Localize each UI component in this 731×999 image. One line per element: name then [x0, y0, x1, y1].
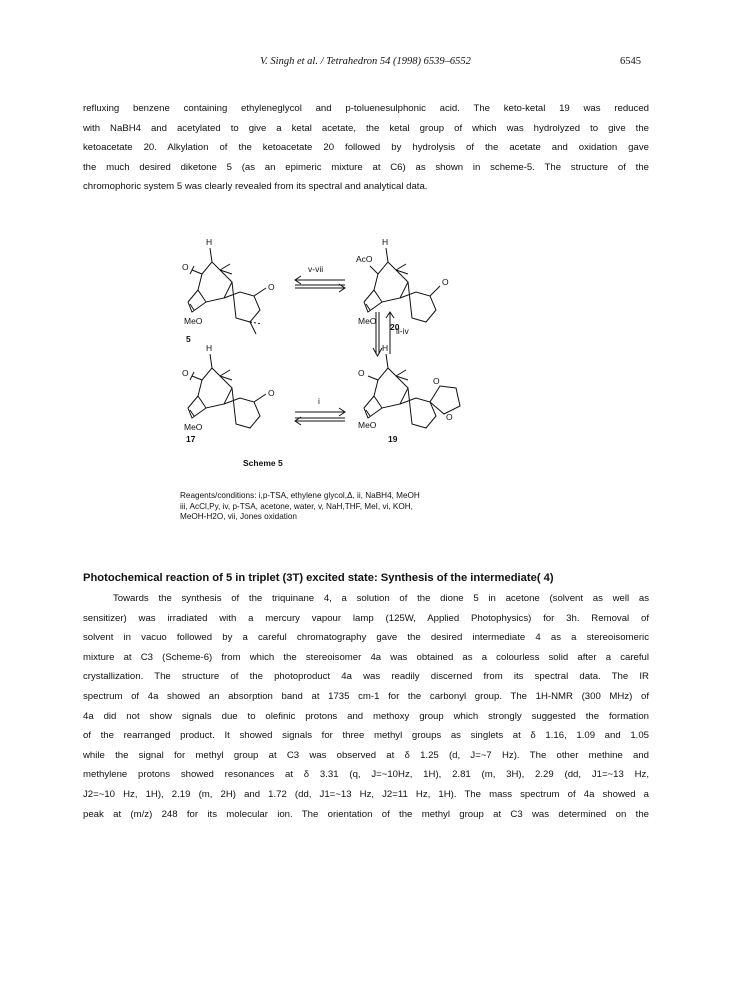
atom-label-o: O — [358, 368, 365, 378]
reagents-line: Reagents/conditions: i,p-TSA, ethylene glycol,Δ, ii, NaBH4, MeOH — [180, 491, 420, 500]
paragraph-1 — [83, 99, 649, 197]
atom-label-o: O — [442, 277, 449, 287]
compound-number: 19 — [388, 434, 398, 444]
arrow-label: ii-iv — [396, 326, 409, 336]
text-line: solvent in vacuo followed by a careful chromatography gave the desired intermediate 4 as a stereoisomeric — [83, 632, 649, 644]
section-heading: Photochemical reaction of 5 in triplet (3T) excited state: Synthesis of the intermediate( 4) — [83, 572, 554, 584]
text-line: crystallization. The structure of the photoproduct 4a was readily discerned from its spectral data. The IR — [83, 671, 649, 683]
atom-label-meo: MeO — [358, 316, 377, 326]
text-line: ketoacetate 20. Alkylation of the ketoacetate 20 followed by hydrolysis of the acetate and oxidation gave — [83, 142, 649, 154]
reagents-conditions — [180, 491, 540, 523]
atom-label-meo: MeO — [358, 420, 377, 430]
text-line: mixture at C3 (Scheme-6) from which the stereoisomer 4a was obtained as a colourless solid after a careful — [83, 651, 649, 663]
atom-label-h: H — [206, 237, 213, 247]
text-line: 4a did not show signals due to olefinic protons and methoxy group which strongly suggested the formation — [83, 710, 649, 722]
text-line: methylene protons showed resonances at δ 3.31 (q, J=~10Hz, 1H), 2.81 (m, 3H), 2.29 (dd, J1=~13 Hz, — [83, 769, 649, 781]
text-line: the much desired diketone 5 (as an epimeric mixture at C6) as shown in scheme-5. The structure of the — [83, 161, 649, 173]
structure-19 — [358, 343, 460, 444]
text-line: chromophoric system 5 was clearly revealed from its spectral and analytical data. — [83, 181, 428, 193]
paragraph-2 — [83, 589, 649, 824]
structure-17 — [182, 343, 275, 444]
text-line: J2=~10 Hz, 1H), 2.19 (m, 2H) and 1.72 (dd, J1=~13 Hz, J2=11 Hz, 1H). The mass spectrum of 4a showed a — [83, 788, 649, 800]
arrow-ii-iv — [373, 312, 409, 356]
atom-label-meo: MeO — [184, 316, 203, 326]
page-number: 6545 — [620, 56, 641, 67]
text-line: Towards the synthesis of the triquinane 4, a solution of the dione 5 in acetone (solvent as well as — [113, 593, 649, 604]
atom-label-meo: MeO — [184, 422, 203, 432]
atom-label-o: O — [446, 412, 453, 422]
text-line: with NaBH4 and acetylated to give a ketal acetate, the ketal group of which was hydrolyzed to give the — [83, 122, 649, 134]
text-line: refluxing benzene containing ethyleneglycol and p-toluenesulphonic acid. The keto-ketal 19 was reduced — [83, 103, 649, 114]
text-line: peak at (m/z) 248 for its molecular ion. The orientation of the methyl group at C3 was determined on the — [83, 808, 649, 820]
arrow-v-vii — [295, 264, 345, 292]
atom-label-h: H — [382, 343, 389, 353]
compound-number: 17 — [186, 434, 196, 444]
atom-label-h: H — [206, 343, 213, 353]
compound-number: 5 — [186, 334, 191, 344]
scheme-caption: Scheme 5 — [243, 458, 283, 468]
atom-label-o: O — [433, 376, 440, 386]
text-line: sensitizer) was irradiated with a mercury vapour lamp (125W, Applied Photophysics) for 3h. Removal of — [83, 612, 649, 624]
arrow-label: i — [318, 396, 320, 406]
atom-label-o: O — [182, 368, 189, 378]
reagents-line: iii, AcCl,Py, iv, p-TSA, acetone, water, v, NaH,THF, MeI, vi, KOH, — [180, 501, 413, 511]
structure-20 — [356, 237, 449, 332]
reaction-scheme — [150, 230, 510, 475]
atom-label-o: O — [182, 262, 189, 272]
atom-label-aco: AcO — [356, 254, 373, 264]
arrow-label: v-vii — [308, 264, 324, 274]
atom-label-o: O — [268, 282, 275, 292]
text-line: spectrum of 4a showed an absorption band at 1735 cm-1 for the carbonyl group. The 1H-NMR (300 MHz) of — [83, 690, 649, 702]
arrow-i — [295, 396, 345, 425]
compound-number: 20 — [390, 322, 400, 332]
running-head: V. Singh et al. / Tetrahedron 54 (1998) 6539–6552 — [260, 56, 471, 67]
text-line: of the rearranged product. It showed signals for three methyl groups as singlets at δ 1.16, 1.09 and 1.05 — [83, 730, 649, 742]
scheme-drawing — [150, 230, 510, 475]
text-line: while the signal for methyl group at C3 was observed at δ 1.25 (d, J=~7 Hz). The other methine and — [83, 749, 649, 761]
atom-label-o: O — [268, 388, 275, 398]
atom-label-h: H — [382, 237, 389, 247]
structure-5 — [182, 237, 275, 344]
reagents-line: MeOH-H2O, vii, Jones oxidation — [180, 512, 297, 521]
